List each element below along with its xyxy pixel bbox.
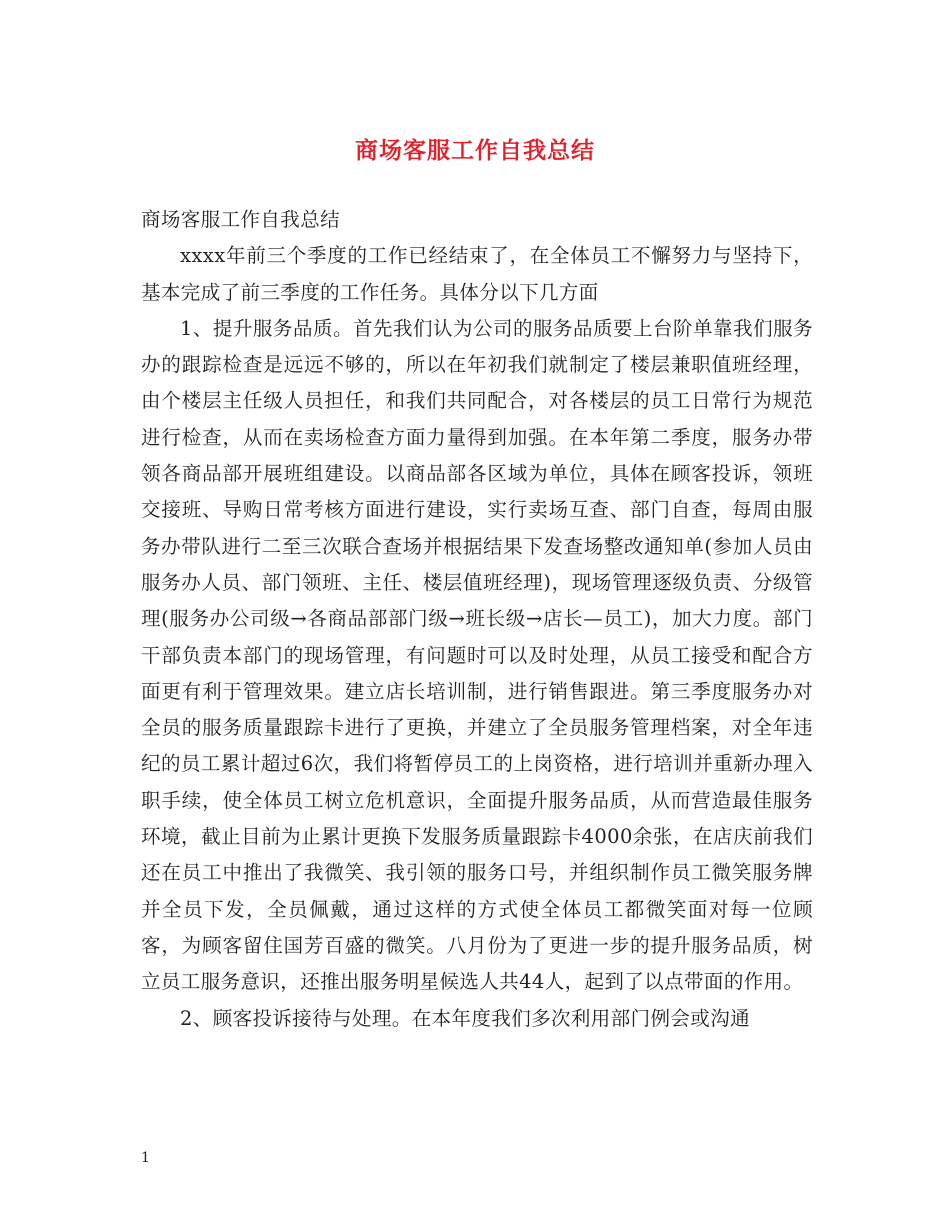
paragraph-complaints: 2、顾客投诉接待与处理。在本年度我们多次利用部门例会或沟通 <box>180 1006 751 1030</box>
document-title: 商场客服工作自我总结 <box>355 137 595 164</box>
document-subtitle: 商场客服工作自我总结 <box>141 208 341 231</box>
paragraph-service-quality: 1、提升服务品质。首先我们认为公司的服务品质要上台阶单靠我们服务办的跟踪检查是远远不够的，所以在年初我们就制定了楼层兼职值班经理，由个楼层主任级人员担任，和我们共同配合，对各楼层的员工日常行为规范进行检查，从而在卖场检查方面力量得到加强。在本年第二季度，服务办带领各商品部开展班组建设。以商品部各区域为单位，具体在顾客投诉，领班交接班、导购日常考核方面进行建设，实行卖场互查、部门自查，每周由服务办带队进行二至三次联合查场并根据结果下发查场整改通知单(参加人员由服务办人员、部门领班、主任、楼层值班经理)，现场管理逐级负责、分级管理(服务办公司级→各商品部部门级→班长级→店长—员工)，加大力度。部门干部负责本部门的现场管理，有问题时可以及时处理，从员工接受和配合方面更有利于管理效果。建立店长培训制，进行销售跟进。第三季度服务办对全员的服务质量跟踪卡进行了更换，并建立了全员服务管理档案，对全年违纪的员工累计超过6次，我们将暂停员工的上岗资格，进行培训并重新办理入职手续，使全体员工树立危机意识，全面提升服务品质，从而营造最佳服务环境，截止目前为止累计更换下发服务质量跟踪卡4000余张，在店庆前我们还在员工中推出了我微笑、我引领的服务口号，并组织制作员工微笑服务牌并全员下发，全员佩戴，通过这样的方式使全体员工都微笑面对每一位顾客，为顾客留住国芳百盛的微笑。八月份为了更进一步的提升服务品质，树立员工服务意识，还推出服务明星候选人共44人，起到了以点带面的作用。 <box>141 316 813 994</box>
page-number: 1 <box>141 1150 150 1166</box>
paragraph-intro: xxxx年前三个季度的工作已经结束了，在全体员工不懈努力与坚持下，基本完成了前三季度的工作任务。具体分以下几方面 <box>141 244 813 304</box>
document-body <box>141 202 813 1037</box>
